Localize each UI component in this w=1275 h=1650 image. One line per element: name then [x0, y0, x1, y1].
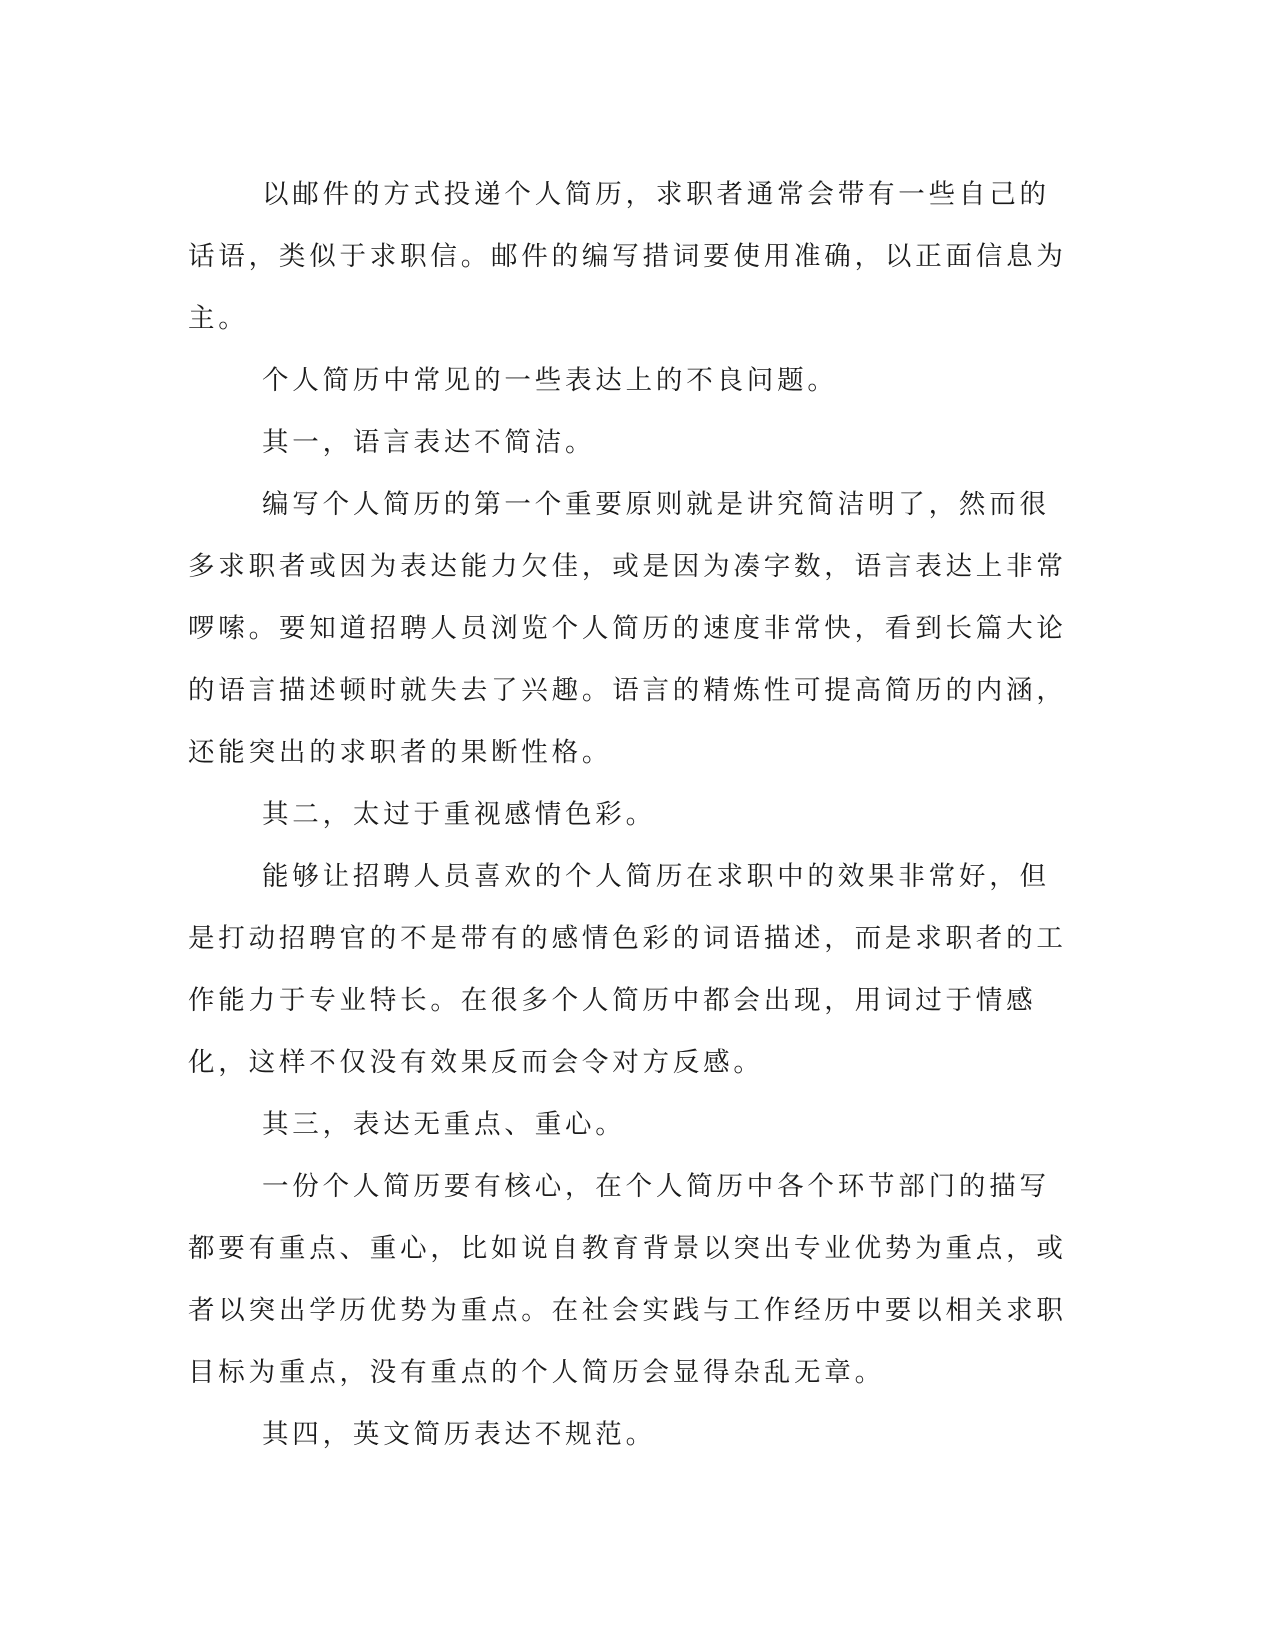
paragraph-point-three: 一份个人简历要有核心，在个人简历中各个环节部门的描写都要有重点、重心，比如说自教育背景以突出专业优势为重点，或者以突出学历优势为重点。在社会实践与工作经历中要以相关求职目标为重点，没有重点的个人简历会显得杂乱无章。: [188, 1171, 1067, 1388]
heading-point-three: 其三，表达无重点、重心。: [262, 1109, 626, 1140]
heading-point-four: 其四，英文简历表达不规范。: [262, 1419, 656, 1450]
paragraph-point-two: 能够让招聘人员喜欢的个人简历在求职中的效果非常好，但是打动招聘官的不是带有的感情色彩的词语描述，而是求职者的工作能力于专业特长。在很多个人简历中都会出现，用词过于情感化，这样不仅没有效果反而会令对方反感。: [188, 861, 1067, 1078]
heading-point-two: 其二，太过于重视感情色彩。: [262, 799, 656, 830]
paragraph-point-one: 编写个人简历的第一个重要原则就是讲究简洁明了，然而很多求职者或因为表达能力欠佳，或是因为凑字数，语言表达上非常啰嗦。要知道招聘人员浏览个人简历的速度非常快，看到长篇大论的语言描述顿时就失去了兴趣。语言的精炼性可提高简历的内涵，还能突出的求职者的果断性格。: [188, 489, 1067, 768]
heading-point-one: 其一，语言表达不简洁。: [262, 427, 596, 458]
document-body: [188, 164, 1068, 1466]
paragraph-email-intro: 以邮件的方式投递个人简历，求职者通常会带有一些自己的话语，类似于求职信。邮件的编写措词要使用准确，以正面信息为主。: [188, 179, 1067, 334]
paragraph-common-problems: 个人简历中常见的一些表达上的不良问题。: [262, 365, 838, 396]
